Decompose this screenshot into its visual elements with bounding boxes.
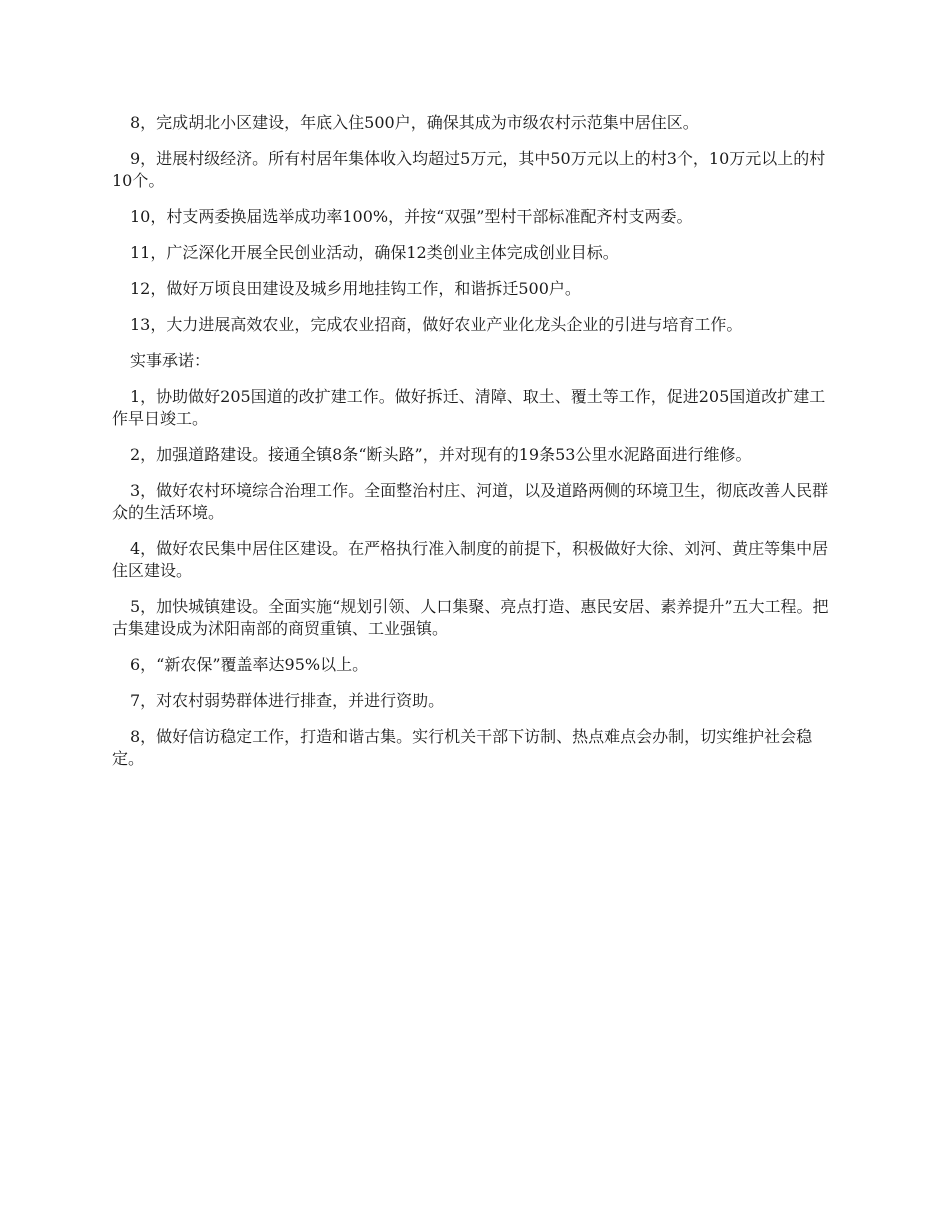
paragraph-item-9-village-economy: 9，进展村级经济。所有村居年集体收入均超过5万元，其中50万元以上的村3个，10万元以上的村10个。 — [112, 149, 826, 190]
commitment-item-1-highway: 1，协助做好205国道的改扩建工作。做好拆迁、清障、取土、覆土等工作，促进205国道改扩建工作早日竣工。 — [112, 387, 826, 428]
paragraph-item-10-election: 10，村支两委换届选举成功率100%，并按“双强”型村干部标准配齐村支两委。 — [130, 207, 693, 226]
commitment-item-2-roads: 2，加强道路建设。接通全镇8条“断头路”，并对现有的19条53公里水泥路面进行维修。 — [130, 445, 752, 464]
paragraph-item-11-entrepreneurship: 11，广泛深化开展全民创业活动，确保12类创业主体完成创业目标。 — [130, 243, 619, 262]
paragraph-item-12-farmland: 12，做好万顷良田建设及城乡用地挂钩工作，和谐拆迁500户。 — [130, 279, 581, 298]
document-body — [112, 112, 832, 784]
commitment-item-8-stability: 8，做好信访稳定工作，打造和谐古集。实行机关干部下访制、热点难点会办制，切实维护社会稳定。 — [112, 727, 813, 768]
commitment-item-4-residential: 4，做好农民集中居住区建设。在严格执行准入制度的前提下，积极做好大徐、刘河、黄庄等集中居住区建设。 — [112, 539, 829, 580]
commitment-item-5-urban: 5，加快城镇建设。全面实施“规划引领、人口集聚、亮点打造、惠民安居、素养提升”五大工程。把古集建设成为沭阳南部的商贸重镇、工业强镇。 — [112, 597, 829, 638]
commitment-item-7-assistance: 7，对农村弱势群体进行排查，并进行资助。 — [130, 691, 445, 710]
section-heading-commitments: 实事承诺： — [130, 351, 211, 370]
paragraph-item-8-community: 8，完成胡北小区建设，年底入住500户，确保其成为市级农村示范集中居住区。 — [130, 113, 699, 132]
paragraph-item-13-agriculture: 13，大力进展高效农业，完成农业招商，做好农业产业化龙头企业的引进与培育工作。 — [130, 315, 743, 334]
commitment-item-6-insurance: 6，“新农保”覆盖率达95%以上。 — [130, 655, 369, 674]
commitment-item-3-environment: 3，做好农村环境综合治理工作。全面整治村庄、河道，以及道路两侧的环境卫生，彻底改善人民群众的生活环境。 — [112, 481, 829, 522]
